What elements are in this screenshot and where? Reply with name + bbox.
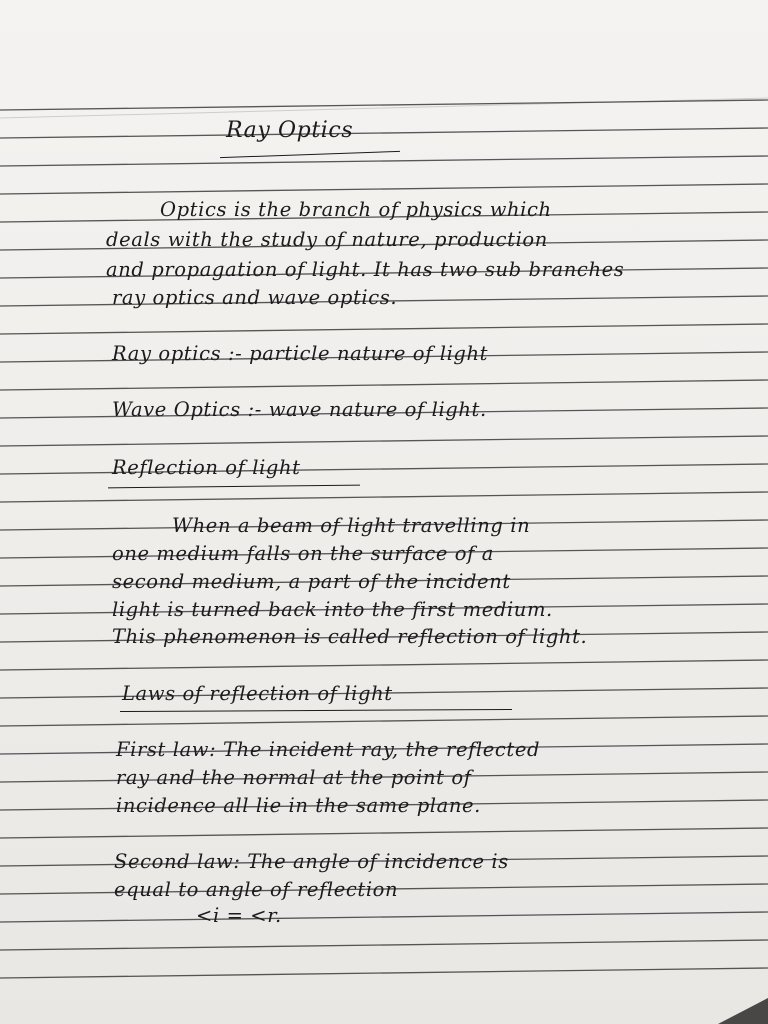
intro-line-1: Optics is the branch of physics which xyxy=(160,198,552,221)
first-law-line-3: incidence all lie in the same plane. xyxy=(116,794,481,817)
ruled-line xyxy=(0,492,768,502)
ruled-line xyxy=(0,128,768,138)
reflection-equation: <i = <r. xyxy=(196,904,282,927)
page-corner-fold xyxy=(698,994,768,1024)
ruled-line xyxy=(0,716,768,726)
ruled-line xyxy=(0,156,768,166)
ruled-line xyxy=(0,184,768,194)
first-law-line-2: ray and the normal at the point of xyxy=(116,766,472,789)
ruled-line xyxy=(0,828,768,838)
ruled-line xyxy=(0,968,768,978)
laws-heading: Laws of reflection of light xyxy=(122,682,393,705)
intro-line-3: and propagation of light. It has two sub branches xyxy=(106,258,625,281)
reflection-line-5: This phenomenon is called reflection of light. xyxy=(112,625,588,648)
second-law-line-2: equal to angle of reflection xyxy=(114,878,399,901)
page-title: Ray Optics xyxy=(226,118,354,143)
ray-optics-definition: Ray optics :- particle nature of light xyxy=(112,342,489,365)
ruled-line xyxy=(0,324,768,334)
ruled-line xyxy=(0,436,768,446)
intro-line-4: ray optics and wave optics. xyxy=(112,286,398,309)
reflection-line-1: When a beam of light travelling in xyxy=(172,514,531,537)
intro-line-2: deals with the study of nature, production xyxy=(106,228,548,251)
ruled-line xyxy=(0,660,768,670)
first-law-line-1: First law: The incident ray, the reflected xyxy=(116,738,541,761)
reflection-line-4: light is turned back into the first medium. xyxy=(112,598,553,621)
wave-optics-definition: Wave Optics :- wave nature of light. xyxy=(112,398,487,421)
ruled-line xyxy=(0,940,768,950)
ruled-line xyxy=(0,380,768,390)
reflection-line-3: second medium, a part of the incident xyxy=(112,570,511,593)
second-law-line-1: Second law: The angle of incidence is xyxy=(114,850,509,873)
ruled-line xyxy=(0,912,768,922)
reflection-line-2: one medium falls on the surface of a xyxy=(112,542,494,565)
reflection-heading: Reflection of light xyxy=(112,456,301,479)
